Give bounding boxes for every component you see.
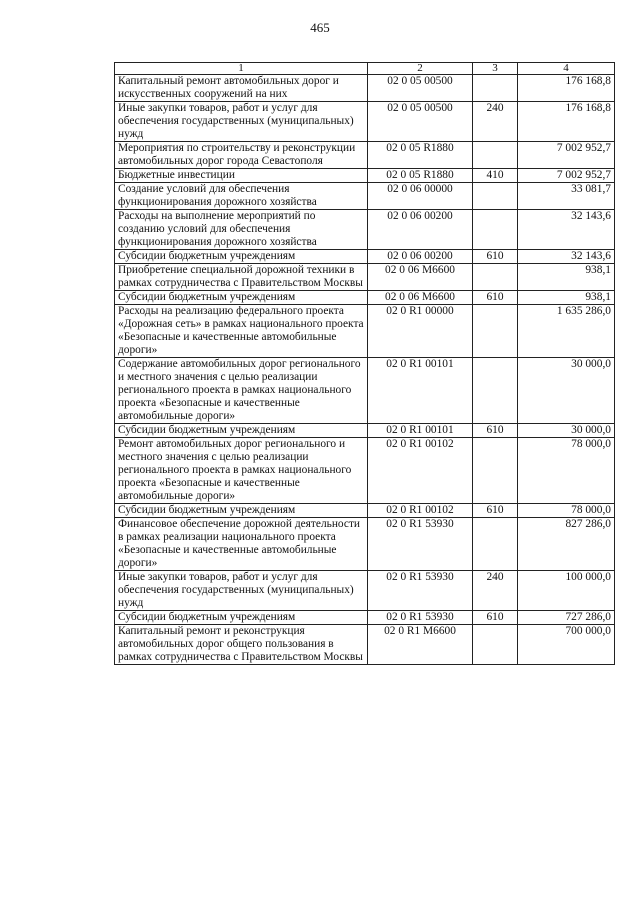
row-amount: 176 168,8	[518, 102, 615, 142]
header-col-4: 4	[518, 63, 615, 75]
row-amount: 78 000,0	[518, 504, 615, 518]
row-amount: 1 635 286,0	[518, 305, 615, 358]
table-row	[115, 250, 615, 264]
row-code: 02 0 R1 00102	[368, 504, 473, 518]
row-name: Капитальный ремонт автомобильных дорог и искусственных сооружений на них	[115, 75, 368, 102]
row-amount: 32 143,6	[518, 210, 615, 250]
row-type	[473, 210, 518, 250]
row-type	[473, 264, 518, 291]
header-col-3: 3	[473, 63, 518, 75]
row-type: 610	[473, 504, 518, 518]
row-code: 02 0 06 00000	[368, 183, 473, 210]
table-row	[115, 611, 615, 625]
row-type: 410	[473, 169, 518, 183]
row-amount: 7 002 952,7	[518, 142, 615, 169]
row-amount: 938,1	[518, 291, 615, 305]
row-name: Создание условий для обеспечения функционирования дорожного хозяйства	[115, 183, 368, 210]
row-amount: 938,1	[518, 264, 615, 291]
header-col-2: 2	[368, 63, 473, 75]
row-code: 02 0 05 00500	[368, 102, 473, 142]
row-name: Капитальный ремонт и реконструкция автомобильных дорог общего пользования в рамках сотрудничества с Правительством Москвы	[115, 625, 368, 665]
table-row	[115, 142, 615, 169]
row-name: Ремонт автомобильных дорог регионального и местного значения с целью реализации регионального проекта в рамках национального проекта «Безопасные и качественные автомобильные дороги»	[115, 438, 368, 504]
row-type	[473, 142, 518, 169]
table-row	[115, 210, 615, 250]
table-header-row	[115, 63, 615, 75]
table-row	[115, 571, 615, 611]
row-code: 02 0 R1 00102	[368, 438, 473, 504]
row-type	[473, 358, 518, 424]
row-amount: 7 002 952,7	[518, 169, 615, 183]
row-name: Субсидии бюджетным учреждениям	[115, 611, 368, 625]
table-row	[115, 424, 615, 438]
table-row	[115, 518, 615, 571]
row-name: Иные закупки товаров, работ и услуг для обеспечения государственных (муниципальных) нужд	[115, 571, 368, 611]
row-type: 610	[473, 250, 518, 264]
row-name: Расходы на выполнение мероприятий по созданию условий для обеспечения функционирования дорожного хозяйства	[115, 210, 368, 250]
table-row	[115, 291, 615, 305]
row-type	[473, 438, 518, 504]
row-name: Содержание автомобильных дорог регионального и местного значения с целью реализации регионального проекта в рамках национального проекта «Безопасные и качественные автомобильные дороги»	[115, 358, 368, 424]
table-row	[115, 438, 615, 504]
table-row	[115, 305, 615, 358]
row-type: 240	[473, 102, 518, 142]
row-type	[473, 305, 518, 358]
row-amount: 176 168,8	[518, 75, 615, 102]
row-name: Мероприятия по строительству и реконструкции автомобильных дорог города Севастополя	[115, 142, 368, 169]
row-type: 240	[473, 571, 518, 611]
row-code: 02 0 06 M6600	[368, 264, 473, 291]
row-amount: 30 000,0	[518, 424, 615, 438]
row-code: 02 0 R1 M6600	[368, 625, 473, 665]
row-code: 02 0 06 M6600	[368, 291, 473, 305]
row-name: Субсидии бюджетным учреждениям	[115, 291, 368, 305]
row-name: Бюджетные инвестиции	[115, 169, 368, 183]
row-code: 02 0 R1 00000	[368, 305, 473, 358]
row-type: 610	[473, 424, 518, 438]
row-name: Приобретение специальной дорожной техники в рамках сотрудничества с Правительством Москвы	[115, 264, 368, 291]
table-row	[115, 358, 615, 424]
row-name: Субсидии бюджетным учреждениям	[115, 250, 368, 264]
row-name: Субсидии бюджетным учреждениям	[115, 504, 368, 518]
row-amount: 827 286,0	[518, 518, 615, 571]
row-type	[473, 75, 518, 102]
row-type: 610	[473, 611, 518, 625]
row-code: 02 0 R1 53930	[368, 611, 473, 625]
table-row	[115, 183, 615, 210]
row-code: 02 0 05 R1880	[368, 169, 473, 183]
row-code: 02 0 R1 00101	[368, 358, 473, 424]
table-row	[115, 102, 615, 142]
row-name: Расходы на реализацию федерального проекта «Дорожная сеть» в рамках национального проекта «Безопасные и качественные автомобильные дороги»	[115, 305, 368, 358]
page-number: 465	[310, 20, 330, 35]
row-type	[473, 183, 518, 210]
row-amount: 33 081,7	[518, 183, 615, 210]
table-row	[115, 75, 615, 102]
row-code: 02 0 06 00200	[368, 250, 473, 264]
row-code: 02 0 R1 53930	[368, 518, 473, 571]
row-code: 02 0 05 00500	[368, 75, 473, 102]
row-amount: 727 286,0	[518, 611, 615, 625]
row-name: Финансовое обеспечение дорожной деятельности в рамках реализации национального проекта «Безопасные и качественные автомобильные дороги»	[115, 518, 368, 571]
row-amount: 78 000,0	[518, 438, 615, 504]
table-row	[115, 264, 615, 291]
row-code: 02 0 05 R1880	[368, 142, 473, 169]
table-row	[115, 169, 615, 183]
row-type	[473, 625, 518, 665]
row-amount: 32 143,6	[518, 250, 615, 264]
table-row	[115, 625, 615, 665]
row-type: 610	[473, 291, 518, 305]
row-code: 02 0 R1 00101	[368, 424, 473, 438]
header-col-1: 1	[115, 63, 368, 75]
row-code: 02 0 R1 53930	[368, 571, 473, 611]
row-name: Иные закупки товаров, работ и услуг для обеспечения государственных (муниципальных) нужд	[115, 102, 368, 142]
table-row	[115, 504, 615, 518]
row-type	[473, 518, 518, 571]
row-amount: 700 000,0	[518, 625, 615, 665]
row-amount: 100 000,0	[518, 571, 615, 611]
row-amount: 30 000,0	[518, 358, 615, 424]
budget-table	[114, 62, 615, 665]
row-code: 02 0 06 00200	[368, 210, 473, 250]
row-name: Субсидии бюджетным учреждениям	[115, 424, 368, 438]
